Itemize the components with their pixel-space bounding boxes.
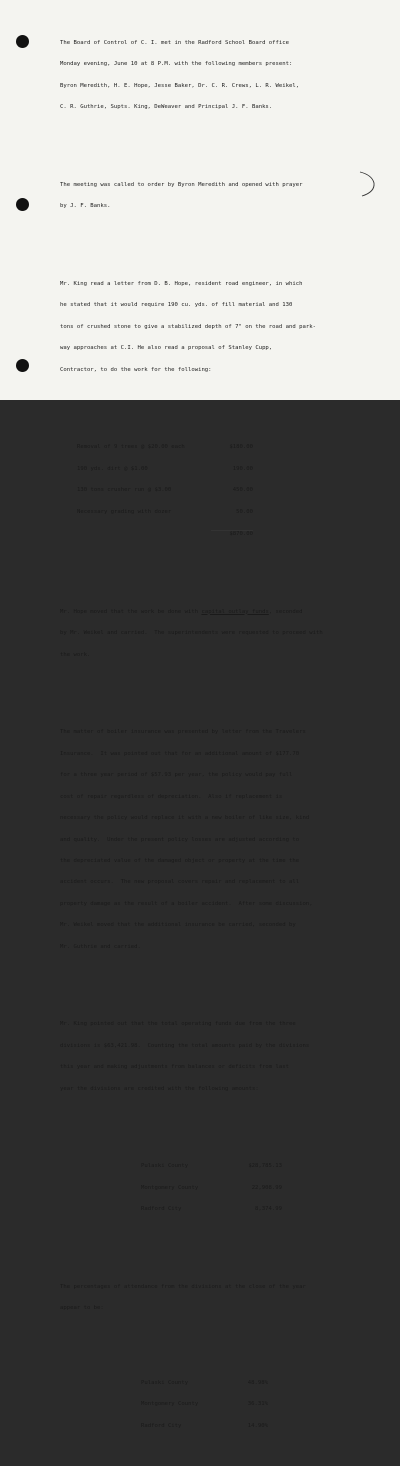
percentage-row: Montgomery County 36.31% [141, 1401, 268, 1408]
division-row: Pulaski County $28,785.13 [141, 1163, 282, 1170]
cost-row: Removal of 9 trees @ $20.00 each $180.00 [77, 444, 253, 451]
cost-total: $870.00 [211, 530, 253, 538]
paragraph-boiler-insurance: The matter of boiler insurance was presented by letter from the Travelers Insurance. It was pointed out that for an additional amount of $177.70 for a three year period of $57.93 per year, the policy would pay full cost of repair regardless of depreciation. Also if replacement is necessary the policy would replace it with a new boiler of like size, kind and quality. Under the present policy losses are adjusted according to the depreciated value of the damaged object or property at the time the accident occurs. The new proposal covers repair and replacement to all property damage as the result of a boiler accident. After some discussion, Mr. Weikel moved that the additional insurance be carried, seconded by Mr. Guthrie and carried. [60, 729, 313, 950]
paragraph-opening: The meeting was called to order by Byron Meredith and opened with prayer by J. F. Banks. [60, 181, 303, 210]
cost-total-row [60, 530, 396, 538]
percentage-row: Radford City 14.90% [141, 1422, 268, 1429]
ink-bracket-icon [360, 172, 374, 196]
division-amounts-table [60, 1149, 396, 1228]
paragraph-attendance: The Board of Control of C. I. met in the Radford School Board office Monday evening, June 10 at 8 P.M. with the following members present: Byron Meredith, H. E. Hope, Jesse Baker, Dr. C. R. Crews, L. R. Weikel, C. R. Guthrie, Supts. King, DeWeaver and Principal J. F. Banks. [60, 39, 300, 111]
paragraph-road-letter: Mr. King read a letter from D. B. Hope, resident road engineer, in which he stated that it would require 190 cu. yds. of fill material and 130 tons of crushed stone to give a stabilized depth of 7" on the road and park- way approaches at C.I. He also read a proposal of Stanley Cupp, Contractor, to do the work for the following: [60, 280, 316, 373]
cost-table [60, 430, 396, 553]
percentage-row: Pulaski County 48.98% [141, 1379, 268, 1386]
cost-row: 190 yds. dirt @ $1.00 190.00 [77, 465, 253, 472]
paragraph-operating-funds: Mr. King pointed out that the total operating funds due from the three divisions is $63,421.98. Counting the total amounts paid by the divisions this year and making adjustments from balances or deficits from last year the divisions are credited with the following amounts: [60, 1021, 310, 1092]
capital-outlay-funds-underline: capital outlay funds [201, 608, 269, 615]
cost-row: Necessary grading with dozer 50.00 [77, 508, 253, 515]
division-row: Montgomery County 22,908.99 [141, 1184, 282, 1191]
percentage-table [60, 1366, 396, 1445]
paragraph-funding-motion: Mr. Hope moved that the work be done with capital outlay funds, seconded by Mr. Weikel and carried. The superintendents were requested to proceed with the work. [60, 608, 323, 658]
paragraph-attendance-percentages: The percentages of attendance from the divisions at the close of the year appear to be: [60, 1283, 306, 1312]
handwritten-bracket-mark [0, 0, 400, 400]
cost-row: 130 tons crusher run @ $3.00 450.00 [77, 487, 253, 494]
division-row: Radford City 8,374.99 [141, 1206, 282, 1213]
